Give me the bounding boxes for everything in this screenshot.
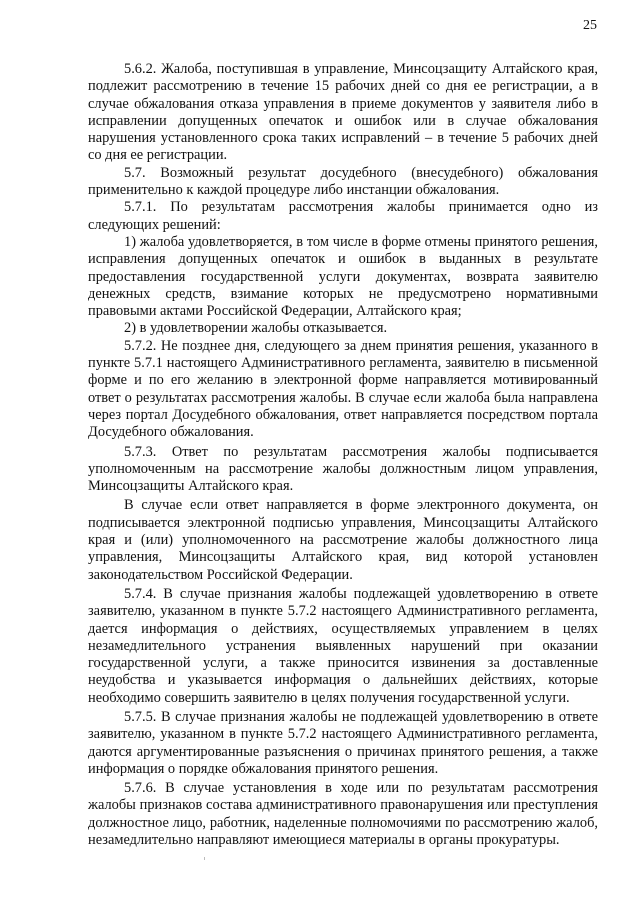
- paragraph-5-7-4: 5.7.4. В случае признания жалобы подлежащей удовлетворению в ответе заявителю, указанном в пункте 5.7.2 настоящего Административного регламента, дается информация о действиях, осуществляемых управлением в целях незамедлительного устранения выявленных нарушений при оказании государственной услуги, а также приносится извинения за доставленные неудобства и указывается информация о дальнейших действиях, которые необходимо совершить заявителю в целях получения государственной услуги.: [88, 585, 598, 706]
- paragraph-5-6-2: 5.6.2. Жалоба, поступившая в управление, Минсоцзащиту Алтайского края, подлежит рассмотрению в течение 15 рабочих дней со дня ее регистрации, а в случае обжалования отказа управления в приеме документов у заявителя либо в исправлении допущенных опечаток и ошибок или в случае обжалования нарушения установленного срока таких исправлений – в течение 5 рабочих дней со дня ее регистрации.: [88, 61, 598, 164]
- page-number: 25: [583, 18, 597, 33]
- paragraph-5-7-5: 5.7.5. В случае признания жалобы не подлежащей удовлетворению в ответе заявителю, указанном в пункте 5.7.2 настоящего Административного регламента, даются аргументированные разъяснения о причинах принятого решения, а также информация о порядке обжалования принятого решения.: [88, 708, 598, 777]
- paragraph-5-7-1: 5.7.1. По результатам рассмотрения жалобы принимается одно из следующих решений:: [88, 199, 598, 233]
- paragraph-5-7-2: 5.7.2. Не позднее дня, следующего за днем принятия решения, указанного в пункте 5.7.1 настоящего Административного регламента, заявителю в письменной форме и по его желанию в электронной форме направляется мотивированный ответ о результатах рассмотрения жалобы. В случае если жалоба была направлена через портал Досудебного обжалования, ответ направляется посредством портала Досудебного обжалования.: [88, 337, 598, 441]
- paragraph-5-7-3: 5.7.3. Ответ по результатам рассмотрения жалобы подписывается уполномоченным на рассмотрение жалобы должностным лицом управления, Минсоцзащиты Алтайского края.: [88, 443, 598, 495]
- paragraph-5-7: 5.7. Возможный результат досудебного (внесудебного) обжалования применительно к каждой процедуре либо инстанции обжалования.: [88, 164, 598, 199]
- paragraph-5-7-1-item-2: 2) в удовлетворении жалобы отказывается.: [124, 320, 388, 337]
- document-body: [88, 61, 598, 849]
- paragraph-5-7-3-electronic: В случае если ответ направляется в форме электронного документа, он подписывается электронной подписью управления, Минсоцзащиты Алтайского края и (или) уполномоченного на рассмотрение жалобы должностного лица управления, Минсоцзащиты Алтайского края, вид которой установлен законодательством Российской Федерации.: [88, 497, 598, 583]
- paragraph-5-7-6: 5.7.6. В случае установления в ходе или по результатам рассмотрения жалобы признаков состава административного правонарушения или преступления должностное лицо, работник, наделенные полномочиями по рассмотрению жалоб, незамедлительно направляют имеющиеся материалы в органы прокуратуры.: [88, 780, 598, 849]
- scan-speck: [204, 857, 205, 860]
- paragraph-5-7-1-item-1: 1) жалоба удовлетворяется, в том числе в форме отмены принятого решения, исправления допущенных опечаток и ошибок в выданных в результате предоставления государственной услуги документах, возврата заявителю денежных средств, взимание которых не предусмотрено нормативными правовыми актами Российской Федерации, Алтайского края;: [88, 233, 598, 320]
